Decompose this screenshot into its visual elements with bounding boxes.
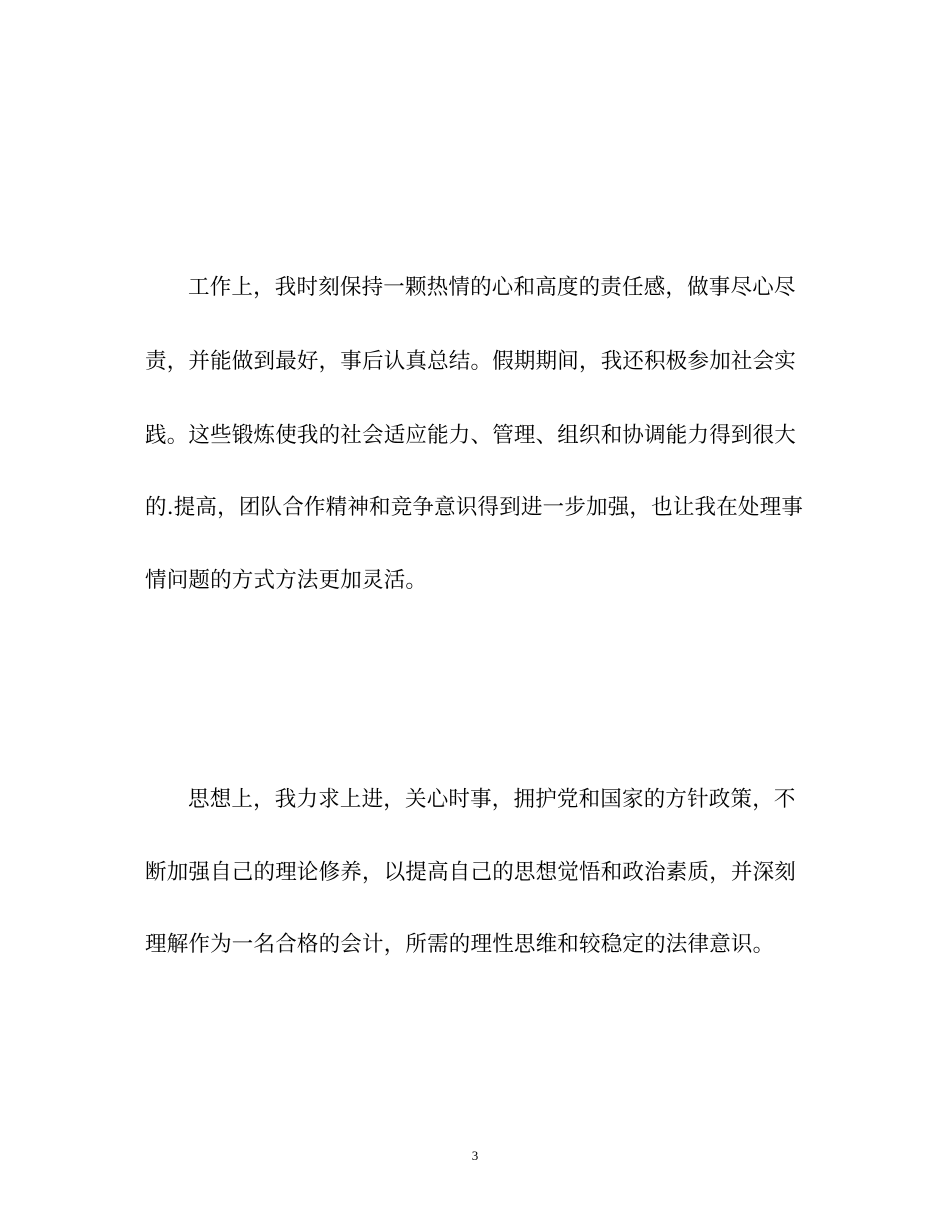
paragraph-1-line-4: 的.提高，团队合作精神和竞争意识得到进一步加强，也让我在处理事 <box>145 495 804 520</box>
paragraph-1-line-2: 责，并能做到最好，事后认真总结。假期期间，我还积极参加社会实 <box>145 349 797 374</box>
paragraph-2-line-2: 断加强自己的理论修养，以提高自己的思想觉悟和政治素质，并深刻 <box>145 860 797 885</box>
paragraph-2-line-3: 理解作为一名合格的会计，所需的理性思维和较稳定的法律意识。 <box>145 932 775 957</box>
paragraph-1-line-5: 情问题的方式方法更加灵活。 <box>145 568 428 593</box>
paragraph-1-line-3: 践。这些锻炼使我的社会适应能力、管理、组织和协调能力得到很大 <box>145 423 797 448</box>
page-number: 3 <box>471 1148 479 1163</box>
paragraph-2-line-1: 思想上，我力求上进，关心时事，拥护党和国家的方针政策，不 <box>188 787 796 812</box>
paragraph-1-line-1: 工作上，我时刻保持一颗热情的心和高度的责任感，做事尽心尽 <box>188 275 796 300</box>
